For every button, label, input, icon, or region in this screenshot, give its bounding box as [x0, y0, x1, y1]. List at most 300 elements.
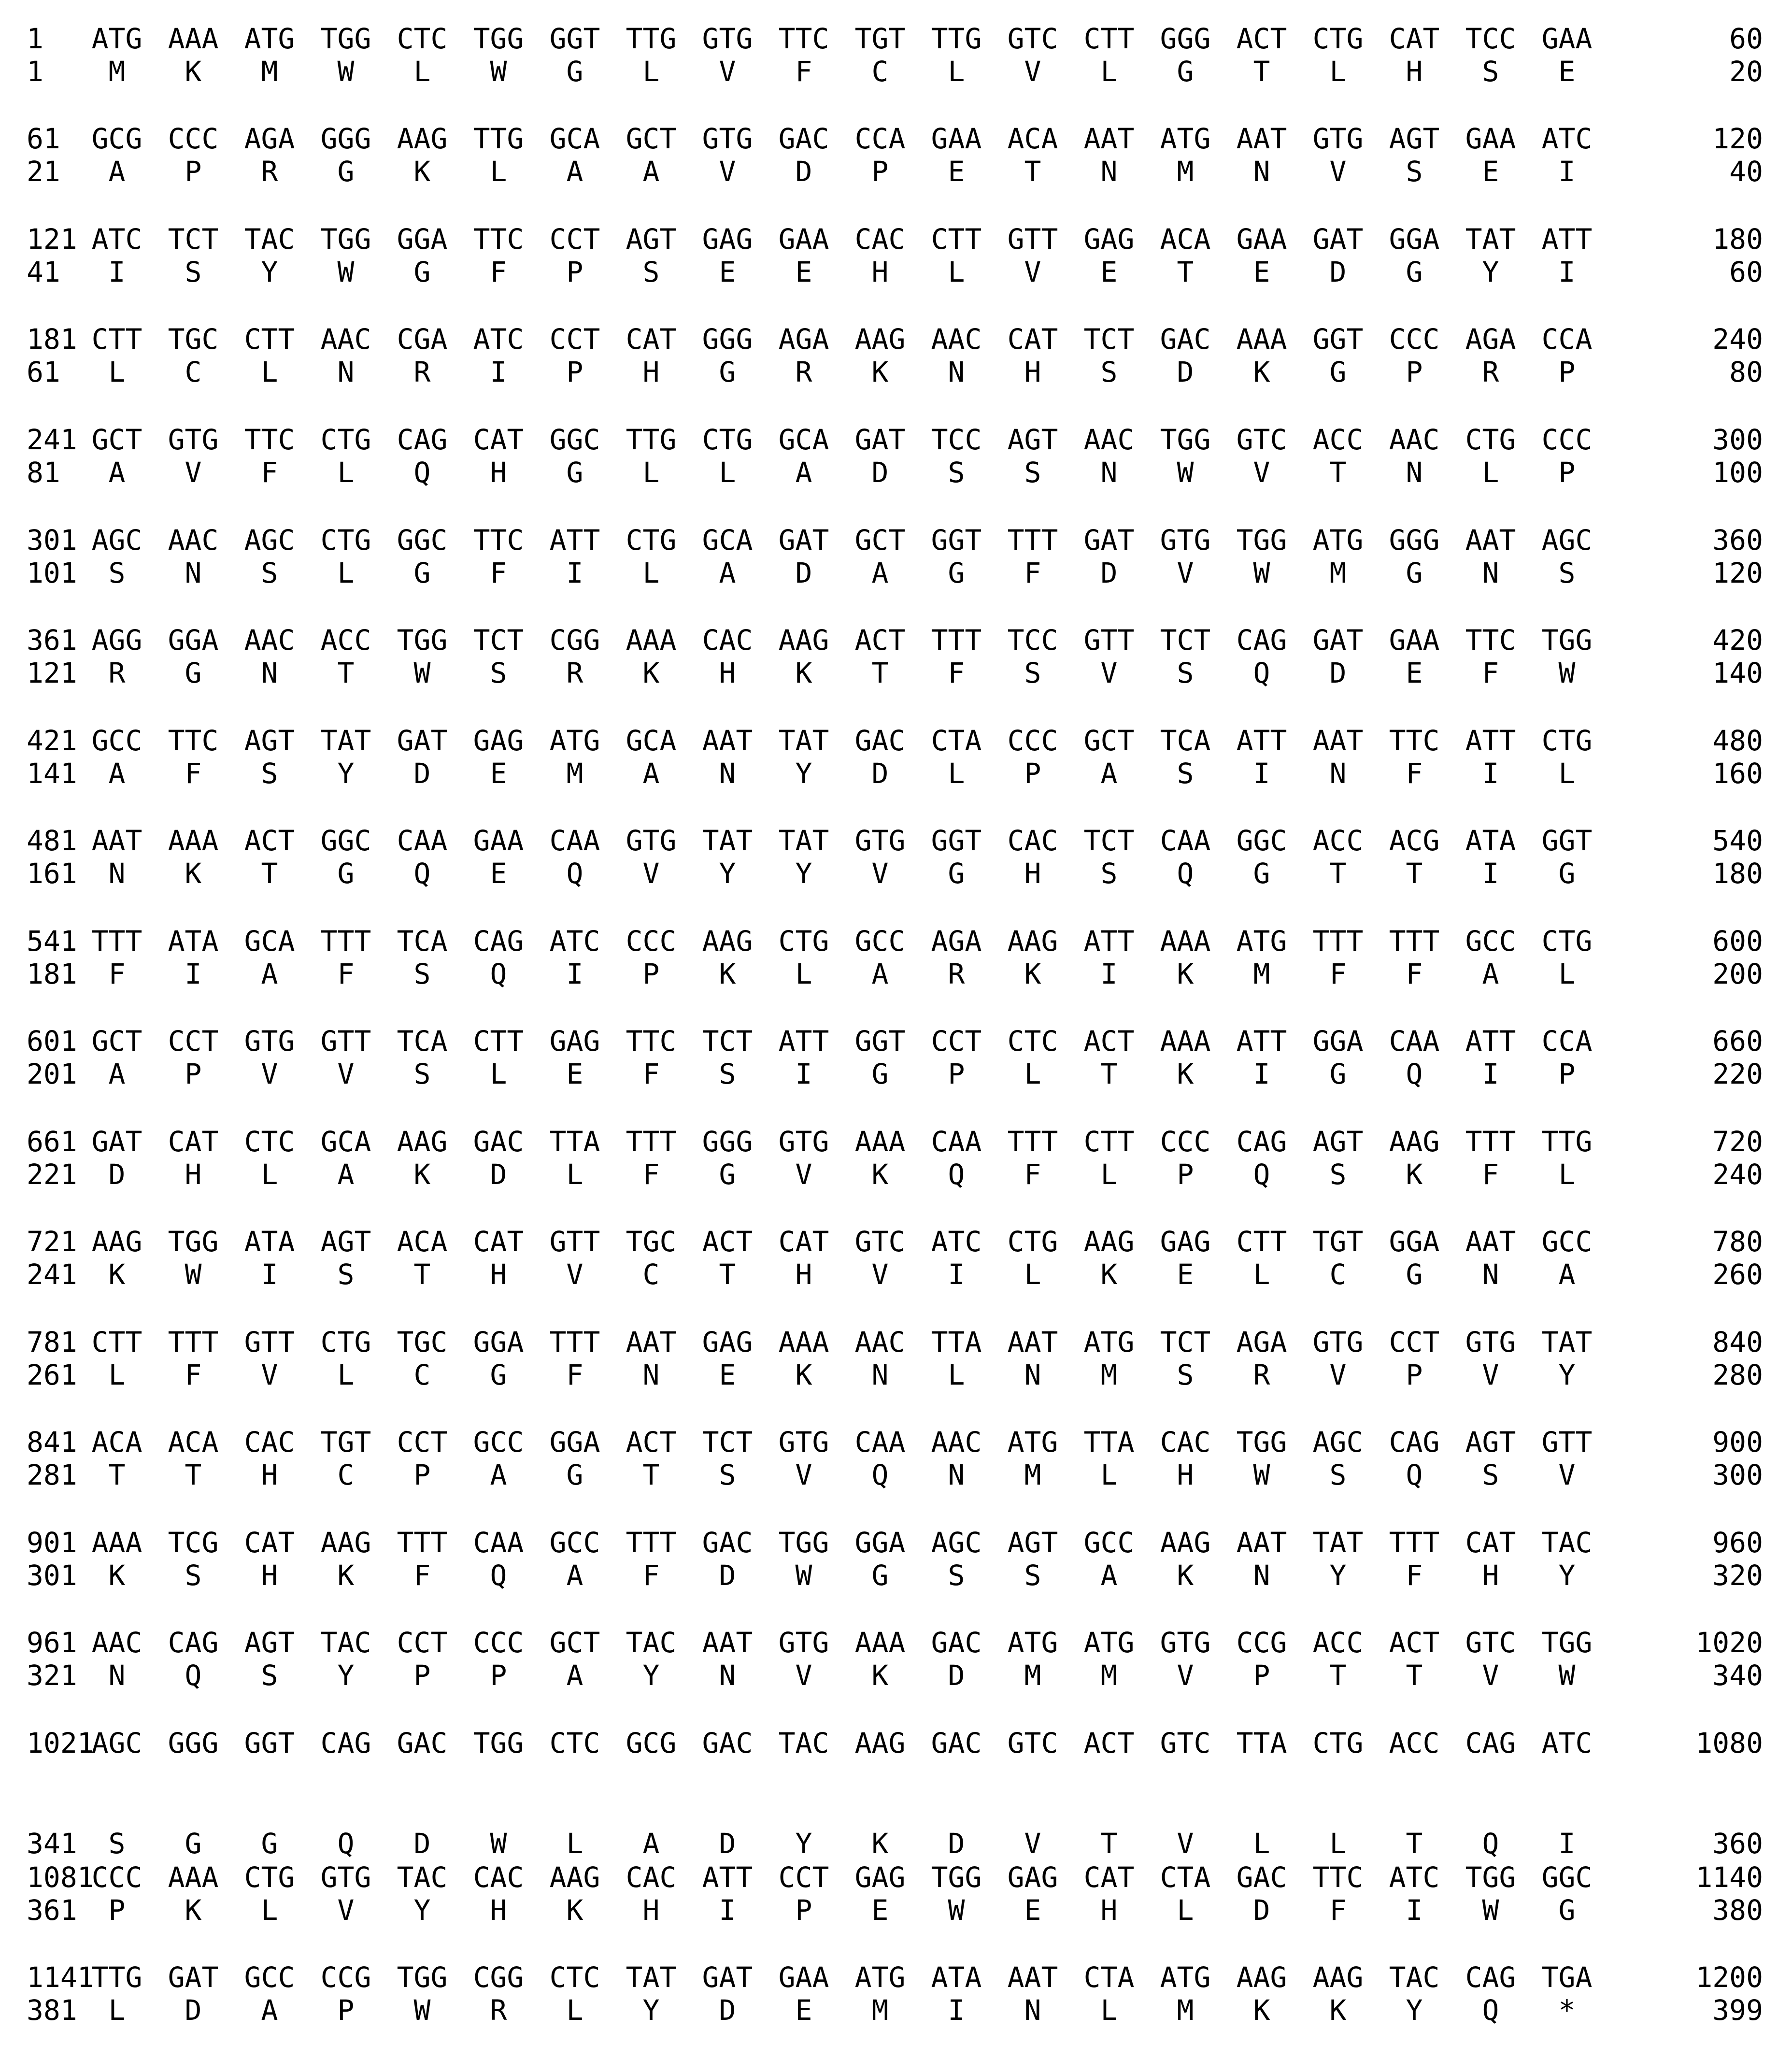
codon: ATG — [1236, 925, 1287, 958]
codon: TAC — [1389, 1961, 1440, 1994]
amino-acid: Y — [1482, 256, 1499, 288]
codon: GAA — [473, 824, 524, 857]
codon: TTG — [626, 22, 677, 55]
codon: CCC — [168, 122, 219, 155]
amino-acid-start-number: 241 — [27, 1258, 77, 1291]
codon: GGG — [168, 1727, 219, 1759]
codon: ATG — [1007, 1626, 1058, 1659]
amino-acid-row — [0, 656, 1792, 690]
amino-acid: H — [185, 1158, 202, 1191]
amino-acid-row — [0, 456, 1792, 489]
amino-acid: P — [185, 1058, 202, 1090]
codon: GTG — [1312, 1326, 1364, 1358]
amino-acid: K — [871, 1158, 889, 1191]
codon: TTT — [1007, 1125, 1058, 1158]
amino-acid: L — [948, 757, 965, 790]
amino-acid: L — [1329, 55, 1347, 88]
amino-acid: G — [566, 55, 583, 88]
amino-acid: C — [337, 1458, 355, 1491]
amino-acid: N — [1253, 155, 1270, 188]
amino-acid: M — [1100, 1659, 1118, 1692]
nucleotide-start-number: 1081 — [27, 1861, 94, 1894]
amino-acid: K — [108, 1559, 126, 1592]
codon: CCC — [1160, 1125, 1211, 1158]
amino-acid: H — [795, 1258, 812, 1291]
amino-acid: M — [1024, 1659, 1041, 1692]
codon: AAA — [168, 22, 219, 55]
codon: AGC — [244, 524, 295, 557]
amino-acid: P — [337, 1994, 355, 2027]
codon: GAG — [854, 1861, 906, 1894]
amino-acid: A — [795, 456, 812, 489]
codon: ACT — [1389, 1626, 1440, 1659]
amino-acid: S — [261, 757, 278, 790]
amino-acid: P — [1558, 1058, 1576, 1090]
amino-acid-start-number: 121 — [27, 657, 77, 689]
amino-acid: K — [1329, 1994, 1347, 2027]
codon: GCA — [702, 524, 753, 557]
nucleotide-row — [0, 1125, 1792, 1158]
codon: AAC — [168, 524, 219, 557]
codon: CAA — [473, 1526, 524, 1559]
amino-acid-row — [0, 957, 1792, 991]
codon: GTC — [1007, 22, 1058, 55]
amino-acid: K — [1406, 1158, 1423, 1191]
amino-acid: F — [1406, 1559, 1423, 1592]
codon: TGG — [931, 1861, 982, 1894]
amino-acid: H — [261, 1458, 278, 1491]
codon: CTT — [1236, 1225, 1287, 1258]
codon: GGA — [397, 223, 448, 256]
codon: GTT — [549, 1225, 600, 1258]
amino-acid: W — [795, 1559, 812, 1592]
amino-acid: A — [1482, 958, 1499, 990]
codon: AAG — [1236, 1961, 1287, 1994]
amino-acid: E — [795, 1994, 812, 2027]
amino-acid-start-number: 141 — [27, 757, 77, 790]
codon: TAT — [1465, 223, 1516, 256]
codon: ACT — [854, 624, 906, 657]
codon: GAT — [702, 1961, 753, 1994]
amino-acid: F — [1406, 757, 1423, 790]
amino-acid: K — [795, 657, 812, 689]
codon: GTG — [1465, 1326, 1516, 1358]
amino-acid-end-number: 360 — [1712, 1827, 1763, 1860]
amino-acid: P — [566, 356, 583, 388]
codon: GCC — [1083, 1526, 1135, 1559]
amino-acid: V — [1024, 1827, 1041, 1860]
amino-acid: Q — [1406, 1058, 1423, 1090]
codon: TAT — [320, 724, 371, 757]
amino-acid: L — [261, 1158, 278, 1191]
amino-acid: I — [719, 1894, 736, 1927]
amino-acid: I — [261, 1258, 278, 1291]
amino-acid-end-number: 160 — [1712, 757, 1763, 790]
amino-acid: I — [1253, 1058, 1270, 1090]
codon: GTG — [778, 1626, 829, 1659]
amino-acid: P — [413, 1458, 431, 1491]
amino-acid: V — [1482, 1659, 1499, 1692]
amino-acid: P — [1406, 356, 1423, 388]
codon: GAG — [1083, 223, 1135, 256]
amino-acid: E — [490, 757, 507, 790]
codon: ACA — [91, 1426, 142, 1458]
amino-acid: N — [1329, 757, 1347, 790]
amino-acid: Y — [642, 1659, 660, 1692]
amino-acid-start-number: 381 — [27, 1994, 77, 2027]
codon: TTT — [91, 925, 142, 958]
amino-acid: I — [1558, 155, 1576, 188]
codon: CAC — [1007, 824, 1058, 857]
amino-acid-row — [0, 1993, 1792, 2027]
codon: ATG — [854, 1961, 906, 1994]
amino-acid: K — [337, 1559, 355, 1592]
amino-acid: Q — [490, 958, 507, 990]
codon: TTC — [1389, 724, 1440, 757]
codon: CCC — [626, 925, 677, 958]
codon: GAC — [1236, 1861, 1287, 1894]
amino-acid: T — [108, 1458, 126, 1491]
codon: TCT — [1083, 323, 1135, 356]
codon: TGG — [320, 22, 371, 55]
codon: GCC — [244, 1961, 295, 1994]
amino-acid: K — [1177, 1058, 1194, 1090]
codon: CTC — [1007, 1025, 1058, 1058]
amino-acid: T — [1100, 1827, 1118, 1860]
codon: TTT — [549, 1326, 600, 1358]
codon: AAG — [91, 1225, 142, 1258]
amino-acid-end-number: 80 — [1729, 356, 1763, 388]
amino-acid: R — [1482, 356, 1499, 388]
nucleotide-end-number: 120 — [1712, 122, 1763, 155]
codon: GGA — [473, 1326, 524, 1358]
codon: TCT — [1160, 624, 1211, 657]
amino-acid: H — [490, 1894, 507, 1927]
amino-acid: A — [871, 557, 889, 589]
nucleotide-row — [0, 1860, 1792, 1894]
codon: CCG — [320, 1961, 371, 1994]
amino-acid: Y — [795, 857, 812, 890]
codon: ATA — [931, 1961, 982, 1994]
codon: TGG — [473, 1727, 524, 1759]
codon: GCT — [91, 1025, 142, 1058]
amino-acid: D — [185, 1994, 202, 2027]
codon: TCG — [168, 1526, 219, 1559]
codon: TTT — [168, 1326, 219, 1358]
amino-acid-end-number: 200 — [1712, 958, 1763, 990]
codon: AAA — [91, 1526, 142, 1559]
amino-acid: E — [490, 857, 507, 890]
nucleotide-end-number: 660 — [1712, 1025, 1763, 1058]
codon: GGG — [702, 323, 753, 356]
codon: AGT — [244, 724, 295, 757]
amino-acid: S — [108, 1827, 126, 1860]
nucleotide-row — [0, 1325, 1792, 1359]
codon: TTT — [397, 1526, 448, 1559]
codon: AAA — [1160, 925, 1211, 958]
amino-acid: C — [185, 356, 202, 388]
amino-acid: N — [1100, 456, 1118, 489]
codon: CTG — [1312, 22, 1364, 55]
amino-acid: T — [1406, 1659, 1423, 1692]
codon: CTT — [244, 323, 295, 356]
codon: AAC — [931, 1426, 982, 1458]
codon: GGG — [320, 122, 371, 155]
amino-acid: E — [1558, 55, 1576, 88]
amino-acid: H — [490, 1258, 507, 1291]
nucleotide-end-number: 360 — [1712, 524, 1763, 557]
nucleotide-end-number: 60 — [1729, 22, 1763, 55]
codon: CAT — [1083, 1861, 1135, 1894]
amino-acid: D — [1100, 557, 1118, 589]
amino-acid-end-number: 120 — [1712, 557, 1763, 589]
amino-acid: D — [719, 1994, 736, 2027]
codon: CTG — [1541, 925, 1593, 958]
amino-acid: E — [566, 1058, 583, 1090]
codon: TTA — [1236, 1727, 1287, 1759]
amino-acid: F — [185, 757, 202, 790]
amino-acid: P — [1177, 1158, 1194, 1191]
amino-acid: L — [108, 1994, 126, 2027]
codon: AGA — [778, 323, 829, 356]
codon: CAA — [549, 824, 600, 857]
nucleotide-start-number: 541 — [27, 925, 77, 958]
codon: AGC — [931, 1526, 982, 1559]
amino-acid: L — [261, 1894, 278, 1927]
codon: GCC — [1465, 925, 1516, 958]
amino-acid: H — [1482, 1559, 1499, 1592]
amino-acid: T — [1253, 55, 1270, 88]
codon: ACT — [626, 1426, 677, 1458]
codon: AAA — [854, 1626, 906, 1659]
amino-acid: A — [337, 1158, 355, 1191]
nucleotide-start-number: 1 — [27, 22, 43, 55]
codon: GGC — [1541, 1861, 1593, 1894]
amino-acid: M — [1100, 1358, 1118, 1391]
amino-acid-start-number: 161 — [27, 857, 77, 890]
amino-acid: A — [566, 1559, 583, 1592]
amino-acid: H — [1177, 1458, 1194, 1491]
codon: ATT — [702, 1861, 753, 1894]
amino-acid: A — [108, 155, 126, 188]
amino-acid: F — [1329, 958, 1347, 990]
amino-acid: Q — [185, 1659, 202, 1692]
nucleotide-row — [0, 824, 1792, 858]
codon: GCT — [549, 1626, 600, 1659]
codon: ATT — [1541, 223, 1593, 256]
amino-acid: E — [1024, 1894, 1041, 1927]
amino-acid: N — [337, 356, 355, 388]
codon: CAG — [397, 423, 448, 456]
nucleotide-start-number: 841 — [27, 1426, 77, 1458]
amino-acid-row — [0, 757, 1792, 790]
amino-acid: H — [1024, 857, 1041, 890]
codon: CAA — [854, 1426, 906, 1458]
amino-acid: Q — [337, 1827, 355, 1860]
amino-acid: N — [871, 1358, 889, 1391]
codon: CAG — [168, 1626, 219, 1659]
amino-acid: L — [566, 1994, 583, 2027]
amino-acid: L — [1024, 1058, 1041, 1090]
amino-acid: D — [871, 757, 889, 790]
codon: GAA — [1541, 22, 1593, 55]
amino-acid: A — [566, 1659, 583, 1692]
amino-acid: L — [948, 256, 965, 288]
amino-acid: A — [1558, 1258, 1576, 1291]
amino-acid: V — [185, 456, 202, 489]
amino-acid: V — [719, 55, 736, 88]
codon: GTG — [168, 423, 219, 456]
amino-acid: L — [1100, 1158, 1118, 1191]
codon: AAT — [1236, 122, 1287, 155]
nucleotide-end-number: 540 — [1712, 824, 1763, 857]
amino-acid: W — [948, 1894, 965, 1927]
amino-acid-row — [0, 155, 1792, 188]
amino-acid: H — [490, 456, 507, 489]
amino-acid: L — [642, 55, 660, 88]
nucleotide-start-number: 721 — [27, 1225, 77, 1258]
codon: CTG — [626, 524, 677, 557]
amino-acid: K — [871, 356, 889, 388]
codon: GAG — [1007, 1861, 1058, 1894]
amino-acid: V — [261, 1358, 278, 1391]
amino-acid: Y — [642, 1994, 660, 2027]
amino-acid: Q — [413, 456, 431, 489]
amino-acid-start-number: 61 — [27, 356, 60, 388]
codon: ACT — [1083, 1727, 1135, 1759]
codon: ACA — [397, 1225, 448, 1258]
amino-acid: G — [490, 1358, 507, 1391]
amino-acid: H — [1406, 55, 1423, 88]
amino-acid: A — [490, 1458, 507, 1491]
codon: CCC — [1007, 724, 1058, 757]
nucleotide-end-number: 1080 — [1695, 1727, 1763, 1759]
amino-acid: T — [1406, 1827, 1423, 1860]
codon: AAT — [91, 824, 142, 857]
amino-acid: M — [1177, 1994, 1194, 2027]
amino-acid: N — [1024, 1358, 1041, 1391]
codon: GCC — [1541, 1225, 1593, 1258]
codon: TTA — [549, 1125, 600, 1158]
amino-acid: G — [413, 256, 431, 288]
amino-acid: G — [1177, 55, 1194, 88]
amino-acid: F — [337, 958, 355, 990]
amino-acid: N — [1482, 1258, 1499, 1291]
amino-acid: L — [1100, 1994, 1118, 2027]
codon: AAT — [1083, 122, 1135, 155]
codon: TGG — [397, 624, 448, 657]
codon: ATT — [1083, 925, 1135, 958]
amino-acid-end-number: 140 — [1712, 657, 1763, 689]
codon: CAC — [244, 1426, 295, 1458]
codon: CGG — [473, 1961, 524, 1994]
amino-acid: L — [490, 155, 507, 188]
codon: GGA — [168, 624, 219, 657]
nucleotide-end-number: 420 — [1712, 624, 1763, 657]
amino-acid: N — [1100, 155, 1118, 188]
codon: GAA — [1236, 223, 1287, 256]
codon: AAT — [1007, 1961, 1058, 1994]
amino-acid: L — [642, 456, 660, 489]
codon: ATT — [1465, 724, 1516, 757]
codon: TTC — [626, 1025, 677, 1058]
codon: TCC — [931, 423, 982, 456]
codon: ACT — [244, 824, 295, 857]
nucleotide-row — [0, 1526, 1792, 1559]
codon: TGT — [320, 1426, 371, 1458]
amino-acid-row — [0, 1827, 1792, 1860]
codon: TCT — [168, 223, 219, 256]
codon: TTT — [320, 925, 371, 958]
amino-acid: I — [1482, 757, 1499, 790]
amino-acid: F — [1482, 657, 1499, 689]
codon: AGT — [626, 223, 677, 256]
nucleotide-row — [0, 1960, 1792, 1994]
amino-acid-start-number: 301 — [27, 1559, 77, 1592]
amino-acid: E — [948, 155, 965, 188]
codon: CCA — [1541, 323, 1593, 356]
amino-acid: K — [413, 155, 431, 188]
amino-acid-end-number: 20 — [1729, 55, 1763, 88]
amino-acid: G — [1329, 356, 1347, 388]
codon: AAG — [854, 1727, 906, 1759]
amino-acid: S — [1100, 857, 1118, 890]
amino-acid: F — [1024, 1158, 1041, 1191]
nucleotide-end-number: 480 — [1712, 724, 1763, 757]
codon: CAT — [473, 1225, 524, 1258]
codon: CAT — [244, 1526, 295, 1559]
codon: TTT — [931, 624, 982, 657]
codon: CTT — [91, 323, 142, 356]
amino-acid: L — [948, 1358, 965, 1391]
amino-acid: L — [1329, 1827, 1347, 1860]
codon: GGT — [1312, 323, 1364, 356]
amino-acid: G — [566, 456, 583, 489]
codon: AGT — [1465, 1426, 1516, 1458]
codon: TGG — [1236, 524, 1287, 557]
amino-acid: S — [1024, 657, 1041, 689]
codon: GTT — [1007, 223, 1058, 256]
amino-acid: L — [1177, 1894, 1194, 1927]
codon: ACA — [1007, 122, 1058, 155]
amino-acid-row — [0, 55, 1792, 88]
codon: AGT — [244, 1626, 295, 1659]
codon: CCC — [91, 1861, 142, 1894]
codon: TTA — [931, 1326, 982, 1358]
amino-acid: K — [1100, 1258, 1118, 1291]
amino-acid: L — [795, 958, 812, 990]
amino-acid: D — [108, 1158, 126, 1191]
codon: TTT — [1389, 925, 1440, 958]
amino-acid: Y — [1558, 1358, 1576, 1391]
amino-acid: E — [1100, 256, 1118, 288]
codon: GAT — [1083, 524, 1135, 557]
nucleotide-end-number: 1200 — [1695, 1961, 1763, 1994]
codon: GCC — [91, 724, 142, 757]
amino-acid: P — [1406, 1358, 1423, 1391]
amino-acid: Y — [1329, 1559, 1347, 1592]
codon: CAT — [626, 323, 677, 356]
amino-acid: E — [1406, 657, 1423, 689]
amino-acid-start-number: 361 — [27, 1894, 77, 1927]
codon: GTC — [1465, 1626, 1516, 1659]
amino-acid: K — [719, 958, 736, 990]
codon: TTC — [473, 524, 524, 557]
codon: GAT — [1312, 223, 1364, 256]
codon: AGT — [1007, 1526, 1058, 1559]
amino-acid: N — [948, 1458, 965, 1491]
amino-acid: S — [261, 1659, 278, 1692]
